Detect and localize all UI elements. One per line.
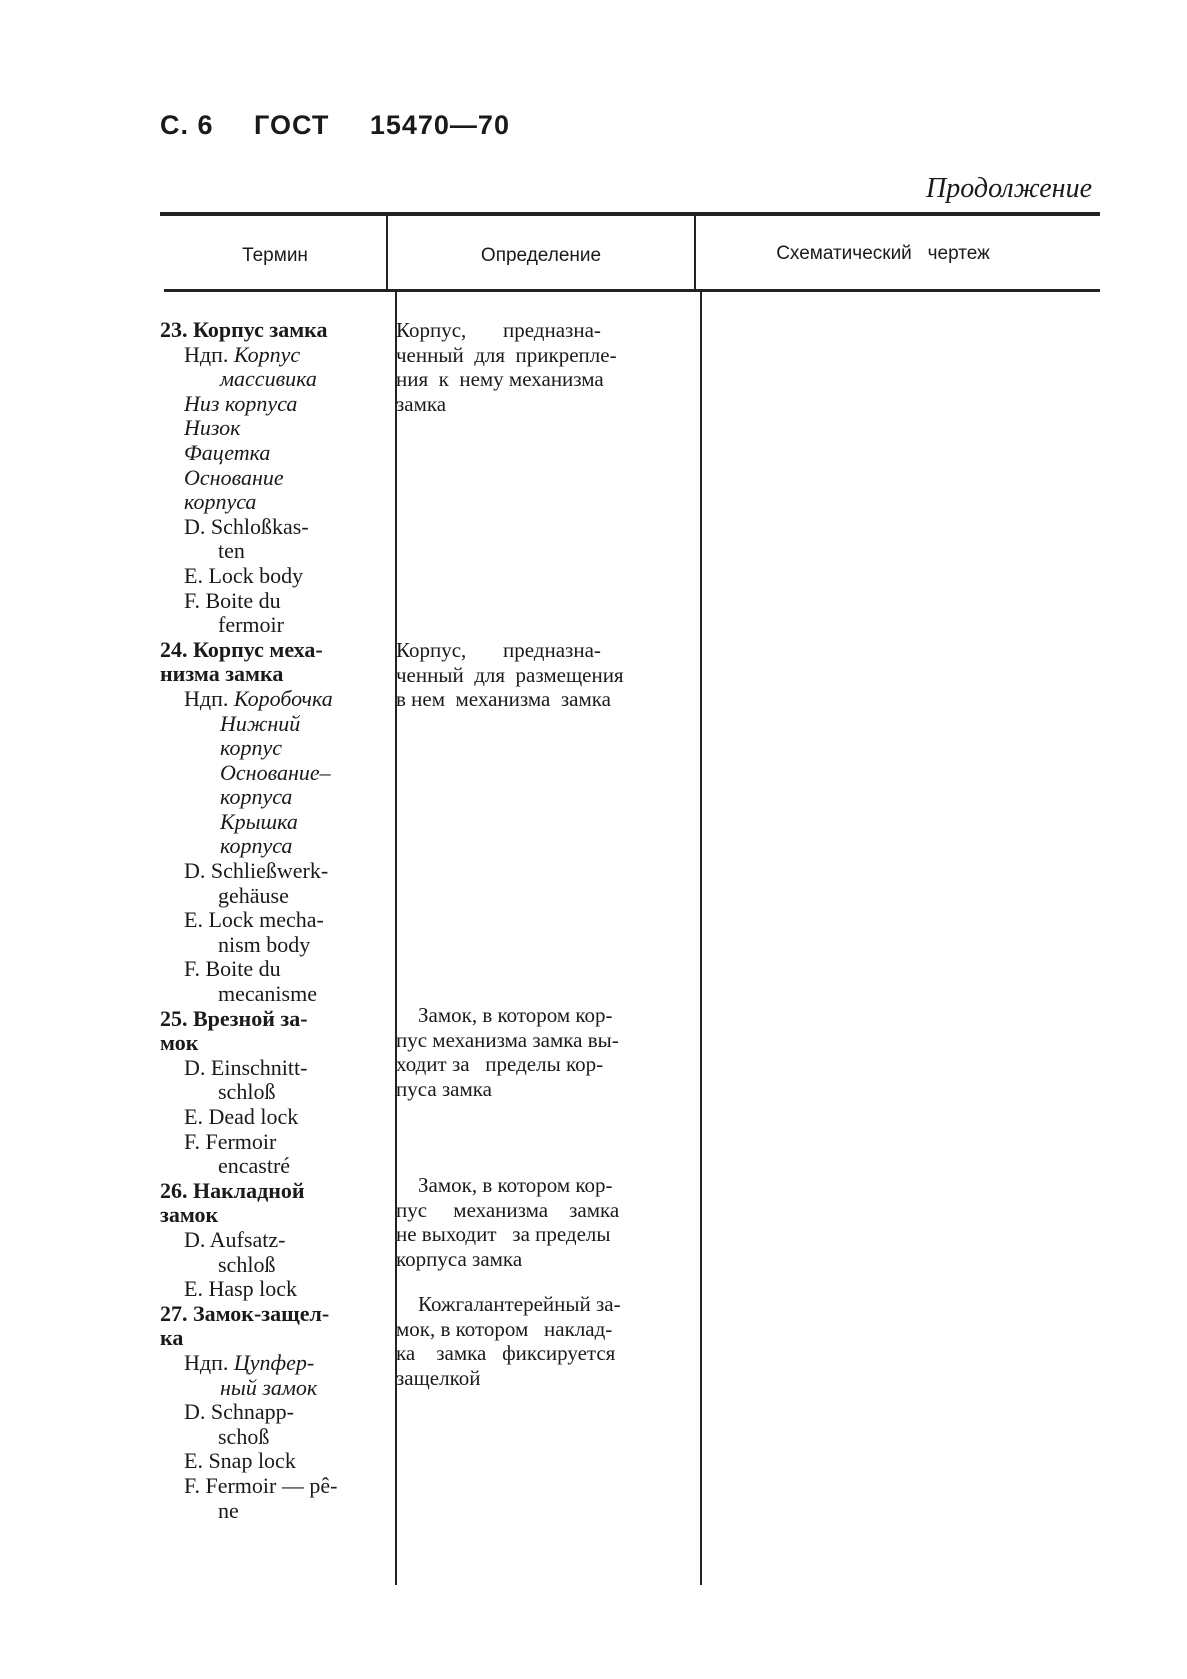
definition-line: пуса замка <box>396 1076 492 1101</box>
page-header <box>160 110 542 141</box>
foreign-term-fr-cont: fermoir <box>218 612 284 638</box>
ndp-term: Низ корпуса <box>184 390 298 416</box>
ndp-prefix: Ндп. <box>184 341 229 367</box>
definition-26 <box>396 1173 688 1271</box>
table-header-rule <box>164 289 1100 292</box>
ndp-term: Корпус <box>233 341 301 367</box>
foreign-term-de: D. Aufsatz- <box>184 1226 286 1252</box>
foreign-term-de-cont: schoß <box>218 1423 270 1449</box>
foreign-term-en: E. Dead lock <box>184 1104 299 1129</box>
foreign-term-fr: F. Boite du <box>184 587 281 613</box>
standard-number: 15470—70 <box>369 110 510 140</box>
definition-line: пус механизма замка вы- <box>396 1027 619 1052</box>
ndp-line <box>160 343 380 368</box>
definition-line: пус механизма замка <box>396 1197 620 1222</box>
foreign-term-de: D. Schnapp- <box>184 1399 294 1425</box>
standard-label: ГОСТ <box>254 110 330 140</box>
foreign-term-de-cont: schloß <box>218 1251 276 1277</box>
ndp-line <box>160 687 380 712</box>
foreign-term-en-cont: nism body <box>218 931 311 957</box>
definition-line: ния к нему механизма <box>396 367 604 392</box>
foreign-term-de: D. Einschnitt- <box>184 1054 308 1080</box>
ndp-term: Крышка <box>220 808 298 834</box>
ndp-term: Низок <box>184 415 241 441</box>
definition-line: Корпус, предназна- <box>396 318 601 342</box>
ndp-term: корпуса <box>220 833 293 859</box>
continuation-label: Продолжение <box>926 173 1092 204</box>
ndp-term: корпуса <box>184 489 257 515</box>
definition-line: Замок, в котором кор- <box>418 1003 613 1027</box>
foreign-term-en: E. Lock body <box>184 562 304 588</box>
ndp-term: Нижний <box>220 710 301 736</box>
foreign-term-fr-cont: ne <box>218 1497 239 1523</box>
definition-23 <box>396 318 688 416</box>
definition-line: Корпус, предназна- <box>396 638 601 662</box>
ndp-prefix: Ндп. <box>184 1349 229 1375</box>
term-title-cont: низма замка <box>160 661 284 687</box>
ndp-term: корпуса <box>220 784 293 810</box>
ndp-line <box>160 1351 380 1376</box>
definition-line: корпуса замка <box>396 1246 523 1271</box>
foreign-term-fr-cont: mecanisme <box>218 981 317 1007</box>
term-title: 25. Врезной за- <box>160 1005 308 1031</box>
definition-line: ка замка фиксируется <box>396 1341 616 1366</box>
foreign-term-fr: F. Fermoir — pê- <box>184 1472 338 1498</box>
definition-line: Кожгалантерейный за- <box>418 1292 621 1316</box>
ndp-term: Основание <box>184 464 284 490</box>
foreign-term-de-cont: schloß <box>218 1079 276 1105</box>
foreign-term-fr: F. Boite du <box>184 956 281 982</box>
ndp-term: массивика <box>220 366 317 392</box>
definition-line: защелкой <box>396 1365 481 1390</box>
definition-24 <box>396 638 688 712</box>
ndp-prefix: Ндп. <box>184 685 229 711</box>
foreign-term-de: D. Schloßkas- <box>184 513 309 539</box>
foreign-term-en: E. Hasp lock <box>184 1276 298 1302</box>
column-header-term: Термин <box>242 245 308 266</box>
term-entry-25 <box>160 1007 380 1179</box>
ndp-term: Основание– <box>220 759 331 785</box>
foreign-term-de-cont: ten <box>218 538 245 564</box>
foreign-term-en: E. Snap lock <box>184 1448 296 1474</box>
ndp-term: ный замок <box>220 1374 318 1400</box>
definition-line: замка <box>396 391 447 416</box>
column-divider-2 <box>694 214 696 290</box>
definition-25 <box>396 1003 688 1101</box>
foreign-term-de-cont: gehäuse <box>218 882 289 908</box>
definition-line: не выходит за пределы <box>396 1222 611 1247</box>
ndp-term: Фацетка <box>184 439 271 465</box>
term-entry-26 <box>160 1179 380 1302</box>
term-title: 26. Накладной <box>160 1177 305 1203</box>
definition-line: мок, в котором наклад- <box>396 1316 613 1341</box>
definition-27 <box>396 1292 688 1390</box>
foreign-term-fr: F. Fermoir <box>184 1128 277 1154</box>
page-label: С. 6 <box>160 110 214 140</box>
foreign-term-en: E. Lock mecha- <box>184 907 324 933</box>
definition-line: ченный для прикрепле- <box>396 342 617 367</box>
definition-line: ходит за пределы кор- <box>396 1052 604 1077</box>
term-title-cont: ка <box>160 1325 184 1351</box>
term-title-cont: замок <box>160 1202 219 1228</box>
column-divider-1-body <box>395 292 397 1585</box>
definition-line: Замок, в котором кор- <box>418 1173 613 1197</box>
foreign-term-fr-cont: encastré <box>218 1153 291 1179</box>
column-header-definition: Определение <box>480 245 602 266</box>
column-divider-2-body <box>700 292 702 1585</box>
term-title: 27. Замок-защел- <box>160 1300 330 1326</box>
term-title-cont: мок <box>160 1030 199 1056</box>
terms-column <box>160 318 380 1523</box>
definition-line: в нем механизма замка <box>396 687 611 712</box>
ndp-term: Коробочка <box>233 685 333 711</box>
table-top-rule <box>160 212 1100 216</box>
column-header-drawing: Схематический чертеж <box>776 243 990 264</box>
definition-line: ченный для размещения <box>396 662 624 687</box>
foreign-term-de: D. Schließwerk- <box>184 858 329 884</box>
term-title: 23. Корпус замка <box>160 317 328 342</box>
ndp-term: Цупфер- <box>233 1349 315 1375</box>
term-entry-27 <box>160 1302 380 1523</box>
term-entry-24 <box>160 638 380 1007</box>
term-title: 24. Корпус меха- <box>160 636 323 662</box>
ndp-term: корпус <box>220 735 282 761</box>
term-entry-23 <box>160 318 380 638</box>
